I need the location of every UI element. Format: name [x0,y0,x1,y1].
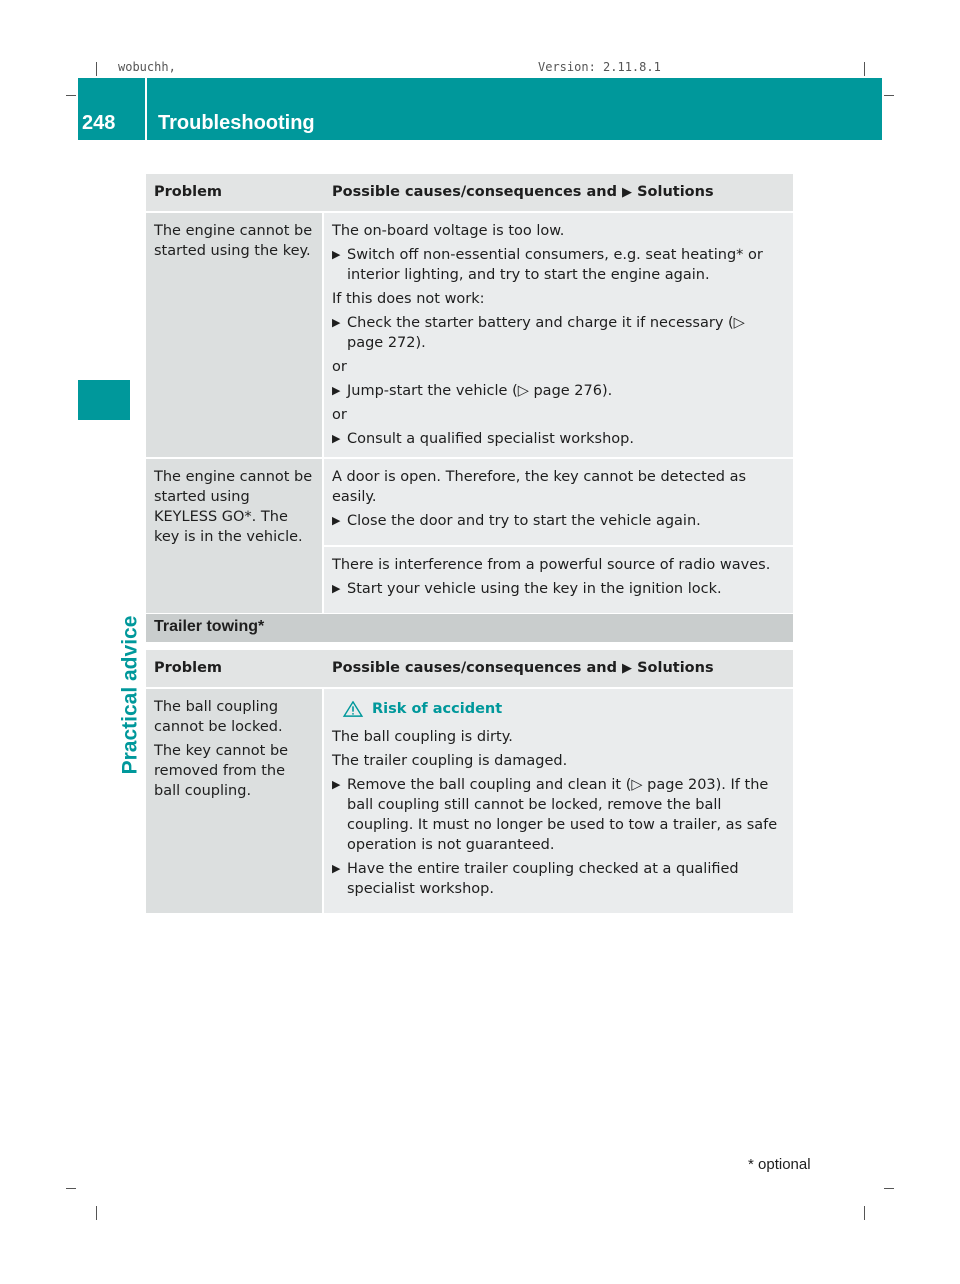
page-number: 248 [82,112,116,134]
crop-mark [884,95,894,96]
header-solutions-text: Solutions [637,660,714,676]
step-text: Switch off non-essential consumers, e.g. seat heating* or interior lighting, and try to start the engine again. [347,247,763,283]
step-text: Remove the ball coupling and clean it (▷ page 203). If the ball coupling still cannot be locked, remove the ball coupling. It must no longer be used to tow a trailer, as safe operation is not guaranteed. [347,777,778,853]
header-causes [324,650,793,687]
step-text: Consult a qualified specialist workshop. [347,431,634,447]
arrow-right-icon: ▶ [332,582,341,595]
warning-text: Risk of accident [372,701,503,717]
note-text: If this does not work: [332,291,485,307]
problem-text: The engine cannot be started using KEYLESS GO*. The key is in the vehicle. [154,469,313,545]
problem-text: The ball coupling cannot be locked. [154,699,283,735]
problem-cell [146,213,322,457]
page-title: Troubleshooting [158,112,315,134]
table-header-row [146,650,793,687]
header-causes-text: Possible causes/consequences and [332,660,617,676]
section-heading: Trailer towing* [146,614,793,642]
problem-cell [146,459,322,613]
side-section-label [110,600,150,790]
crop-mark [66,1188,76,1189]
crop-mark [864,62,865,76]
header-problem: Problem [146,650,322,687]
table-row [146,689,793,913]
problem-text: The engine cannot be started using the key. [154,223,313,259]
or-text: or [332,407,347,423]
arrow-right-icon: ▶ [622,661,633,676]
arrow-right-icon: ▶ [332,862,341,875]
arrow-right-icon: ▶ [332,432,341,445]
problem-text: The key cannot be removed from the ball coupling. [154,743,289,799]
solution-cell [324,213,793,457]
step-text: Check the starter battery and charge it if necessary (▷ page 272). [347,315,745,351]
crop-mark [96,62,97,76]
table-row [146,459,793,613]
warning-triangle-icon [342,701,364,717]
footnote-optional: * optional [748,1156,811,1173]
table-row [146,213,793,457]
solution-step [332,511,785,531]
cause-text: The trailer coupling is damaged. [332,753,568,769]
cause-text: A door is open. Therefore, the key cannot be detected as easily. [332,469,747,505]
solution-step [332,313,785,353]
print-info-right: Version: 2.11.8.1 [538,60,661,74]
solution-block [324,689,793,913]
solution-step [332,381,785,401]
solution-step [332,859,785,899]
troubleshooting-table [146,174,793,613]
side-section-label-text: Practical advice [118,615,141,775]
arrow-right-icon: ▶ [332,316,341,329]
print-info-left: wobuchh, [118,60,176,74]
step-text: Jump-start the vehicle (▷ page 276). [347,383,613,399]
solution-step [332,579,785,599]
solution-step [332,429,785,449]
cause-text: The on-board voltage is too low. [332,223,565,239]
cause-text: There is interference from a powerful source of radio waves. [332,557,771,573]
header-separator [145,78,147,140]
crop-mark [864,1206,865,1220]
arrow-right-icon: ▶ [622,185,633,200]
crop-mark [96,1206,97,1220]
cause-text: The ball coupling is dirty. [332,729,513,745]
solution-cell [324,459,793,613]
step-text: Start your vehicle using the key in the ignition lock. [347,581,722,597]
table-header-row [146,174,793,211]
header-solutions-text: Solutions [637,184,714,200]
problem-cell [146,689,322,913]
or-text: or [332,359,347,375]
crop-mark [66,95,76,96]
header-problem: Problem [146,174,322,211]
arrow-right-icon: ▶ [332,778,341,791]
solution-block [324,213,793,457]
side-tab-marker [78,380,130,420]
solution-step [332,775,785,855]
solution-block [324,545,793,613]
arrow-right-icon: ▶ [332,514,341,527]
trailer-table [146,650,793,913]
arrow-right-icon: ▶ [332,248,341,261]
solution-step [332,245,785,285]
solution-block [324,459,793,545]
warning-notice [332,699,785,719]
solution-cell [324,689,793,913]
step-text: Have the entire trailer coupling checked at a qualified specialist workshop. [347,861,739,897]
crop-mark [884,1188,894,1189]
step-text: Close the door and try to start the vehicle again. [347,513,701,529]
arrow-right-icon: ▶ [332,384,341,397]
header-causes [324,174,793,211]
header-causes-text: Possible causes/consequences and [332,184,617,200]
